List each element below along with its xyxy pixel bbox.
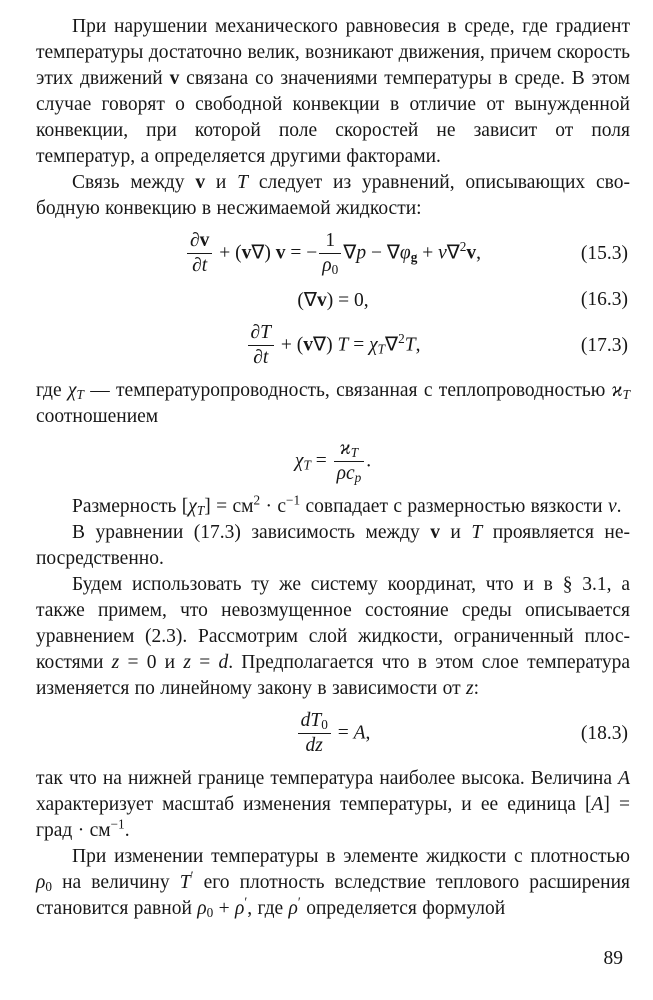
text-run: v	[430, 521, 440, 543]
text-run: ϰ	[611, 379, 623, 401]
fraction	[185, 231, 214, 277]
superscript: 2	[459, 239, 467, 255]
text-run: +	[213, 897, 236, 919]
text-run: = −	[285, 242, 318, 264]
text-run: ρc	[336, 463, 355, 485]
fraction-numerator	[334, 439, 365, 462]
subscript: T	[377, 341, 386, 357]
fraction-denominator	[248, 346, 274, 368]
text-run: (∇	[297, 289, 317, 311]
text-run: ∇	[385, 334, 399, 356]
superscript: ′	[244, 894, 248, 910]
subscript: T	[196, 502, 205, 518]
text-run: — температуропроводность, связанная с теплопроводностью	[83, 379, 612, 401]
paragraph	[36, 494, 630, 520]
text-run: следует из уравнений, описывающих свободную конвекцию в несжимаемой жидкости:	[36, 172, 630, 219]
equation-number: (17.3)	[580, 334, 628, 356]
page-number: 89	[603, 948, 623, 969]
text-run: , где	[247, 897, 289, 919]
paragraph	[36, 170, 630, 222]
subscript: 0	[321, 716, 328, 732]
text-run: так что на нижней границе температура наиболее высока. Величина	[36, 767, 619, 789]
text-run: . Предполагается что в этом слое температура изменяется по линейному закону в зависимости от	[36, 651, 630, 699]
text-run: ] = град · см	[36, 793, 630, 841]
equation-number: (18.3)	[580, 722, 628, 744]
text-run: χ	[67, 379, 77, 401]
fraction-denominator	[319, 254, 341, 276]
text-run: χ	[294, 450, 304, 472]
text-run: v	[303, 334, 314, 356]
text-run: + (	[214, 242, 242, 264]
text-run: В уравнении (17.3) зависимость между	[72, 521, 431, 543]
text-run: Будем использовать ту же систему координат, что и в § 3.1, а также примем, что невозмущенное состояние среды описывается уравнением (2.3). Рассмотрим слой жидкости, ограниченный плоскостями	[36, 573, 630, 673]
text-run: ∇)	[251, 242, 276, 264]
paragraph	[36, 378, 630, 430]
text-run: ,	[415, 334, 421, 356]
text-run: определяется формулой	[300, 897, 506, 919]
text-run: T	[471, 521, 483, 543]
text-run: · с	[260, 495, 287, 517]
text-run: =	[332, 722, 354, 744]
equation-body	[295, 439, 371, 485]
subscript: 0	[331, 262, 339, 278]
text-run: ] = см	[204, 495, 254, 517]
paragraph	[36, 572, 630, 702]
text-run: ∂t	[253, 347, 269, 369]
text-run: и	[439, 521, 472, 543]
fraction	[296, 711, 333, 757]
text-run: 1	[325, 230, 336, 251]
text-run: v	[316, 289, 327, 311]
paragraph	[36, 844, 630, 922]
subscript: T	[350, 444, 359, 460]
text-run: ν	[607, 495, 617, 517]
equation	[36, 231, 630, 277]
text-run: =	[348, 334, 370, 356]
text-run: ρ	[235, 897, 245, 919]
text-run: v	[199, 230, 210, 251]
equation-body	[246, 323, 421, 369]
equation	[36, 711, 630, 757]
text-run: v	[466, 242, 477, 264]
text-run: dT	[300, 709, 322, 731]
text-run: − ∇	[366, 242, 400, 264]
subscript: g	[410, 249, 418, 265]
text-run: = 0 и	[119, 651, 184, 673]
text-run: ρ	[36, 871, 46, 893]
text-run: соотношением	[36, 405, 159, 427]
text-run: характеризует масштаб изменения температуры, и ее единица [	[36, 793, 592, 815]
text-run: z	[466, 677, 474, 699]
text-run: Связь между	[72, 172, 196, 193]
text-run: z	[183, 651, 191, 673]
subscript: T	[622, 386, 630, 402]
paragraph	[36, 14, 630, 170]
text-run: При изменении температуры в элементе жидкости с плотностью	[72, 845, 630, 867]
text-run: v	[169, 68, 180, 89]
superscript: −1	[110, 816, 125, 832]
text-run: Размерность [	[72, 495, 189, 517]
text-run: совпадает с размерностью вязкости	[300, 495, 608, 517]
subscript: 0	[45, 878, 52, 894]
text-run: A	[353, 722, 366, 744]
text-run: =	[310, 450, 332, 472]
text-run: .	[124, 819, 130, 841]
fraction	[246, 323, 276, 369]
text-run: =	[190, 651, 219, 673]
equation	[36, 439, 630, 485]
subscript: 0	[206, 904, 214, 920]
fraction-numerator	[298, 711, 331, 734]
text-run: v	[195, 172, 206, 193]
text-run: T	[179, 871, 191, 893]
page-content	[36, 14, 630, 922]
text-run: связана со значениями температуры в среде. В этом случае говорят о свободной конвекции в отличие от вынужденной конвекции, при которой поле скоростей не зависит от поля температур, а определяется другими факторами.	[36, 68, 630, 167]
fraction	[317, 231, 343, 277]
text-run: .	[616, 495, 622, 517]
text-run: v	[275, 242, 286, 264]
equation	[36, 286, 630, 314]
equation-number: (16.3)	[580, 288, 628, 310]
text-run: + (	[276, 334, 304, 356]
text-run: :	[473, 677, 480, 699]
text-run: z	[111, 651, 120, 673]
text-run: T	[337, 334, 349, 356]
fraction-denominator	[298, 734, 331, 756]
text-run: A	[591, 793, 604, 815]
paragraph	[36, 520, 630, 572]
fraction	[332, 439, 367, 485]
text-run: его плотность вследствие теплового расширения становится равной	[36, 871, 630, 919]
text-run: ∂T	[250, 321, 272, 343]
text-run: где	[36, 379, 68, 401]
text-run: ϰ	[339, 437, 351, 459]
text-run: ∇	[446, 242, 460, 264]
fraction-numerator	[319, 231, 341, 254]
text-run: φ	[399, 242, 411, 264]
text-run: T	[237, 172, 248, 193]
text-run: ∂	[189, 230, 200, 251]
superscript: 2	[253, 492, 261, 508]
text-run: ∂t	[192, 255, 208, 277]
text-run: .	[366, 450, 372, 472]
fraction-numerator	[248, 323, 274, 346]
text-run: ,	[476, 242, 482, 264]
text-run: ∇	[343, 242, 357, 264]
text-run: d	[218, 651, 229, 673]
equation-body	[185, 231, 481, 277]
fraction-numerator	[187, 231, 212, 254]
equation	[36, 323, 630, 369]
text-run: dz	[305, 735, 323, 757]
text-run: проявляется непосредственно.	[36, 521, 630, 569]
equation-body	[297, 288, 368, 312]
text-run: ∇)	[313, 334, 338, 356]
subscript: T	[76, 386, 84, 402]
superscript: ′	[190, 868, 194, 884]
text-run: ) = 0,	[326, 289, 369, 311]
text-run: χ	[369, 334, 378, 356]
superscript: −1	[286, 492, 301, 508]
text-run: ρ	[322, 255, 332, 277]
fraction-denominator	[187, 254, 212, 276]
text-run: и	[205, 172, 238, 193]
subscript: T	[303, 457, 311, 473]
fraction-denominator	[334, 462, 365, 484]
text-run: v	[241, 242, 252, 264]
subscript: p	[354, 470, 362, 486]
equation-number: (15.3)	[580, 242, 628, 264]
text-run: +	[417, 242, 439, 264]
text-run: ρ	[197, 897, 207, 919]
text-run: ,	[365, 722, 371, 744]
superscript: 2	[398, 331, 405, 347]
text-run: ν	[438, 242, 447, 264]
text-run: A	[618, 767, 630, 789]
text-run: При нарушении механического равновесия в среде, где градиент температуры достаточно велик, возникают движения, причем скорость этих движений	[36, 16, 630, 89]
text-run: на величину	[52, 871, 180, 893]
text-run: T	[404, 334, 416, 356]
equation-body	[296, 711, 371, 757]
text-run: p	[356, 242, 367, 264]
text-run: ρ	[288, 897, 298, 919]
paragraph	[36, 766, 630, 844]
superscript: ′	[297, 894, 301, 910]
text-run: χ	[188, 495, 197, 517]
